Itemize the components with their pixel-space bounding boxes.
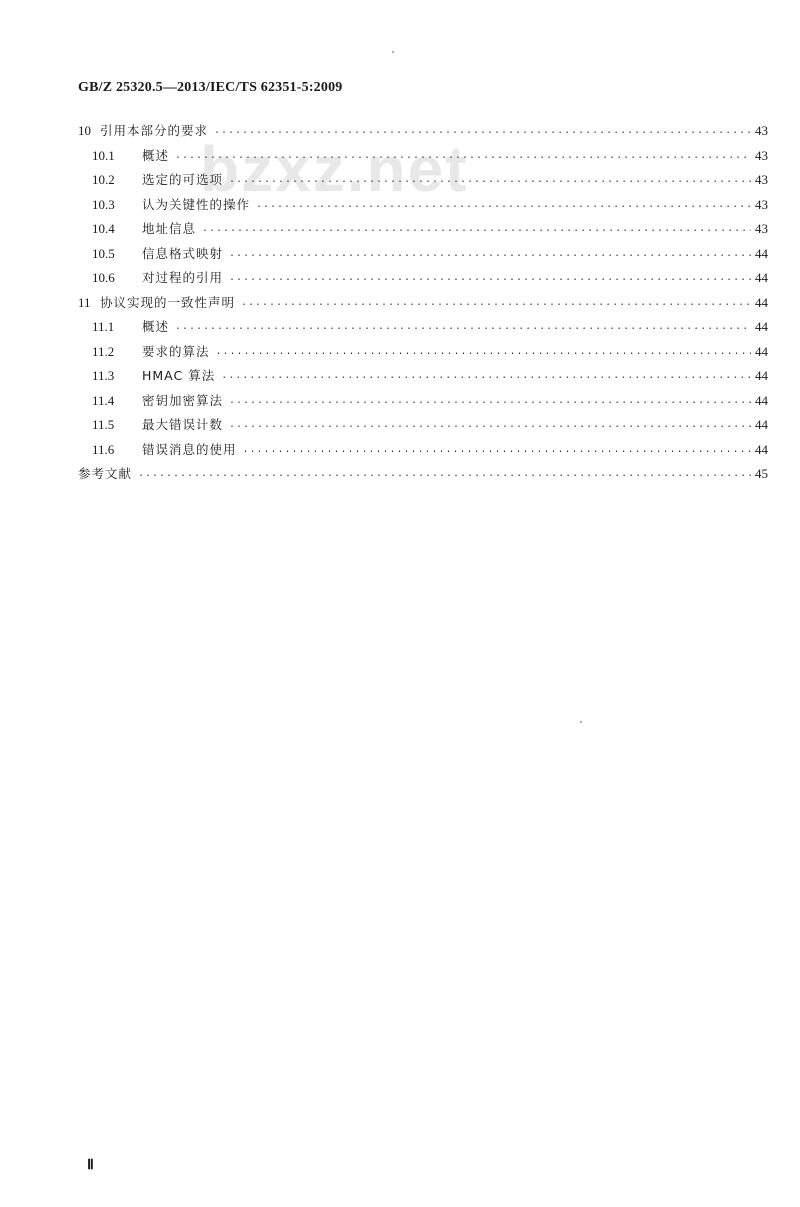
toc-entry-title: 协议实现的一致性声明: [100, 295, 236, 310]
toc-entry-page: 43: [755, 123, 768, 138]
toc-entry-title: 对过程的引用: [142, 270, 224, 285]
toc-entry: [92, 317, 768, 337]
toc-entry: [92, 219, 768, 239]
toc-entry-page: 43: [755, 172, 768, 187]
toc-leader-dots: [221, 369, 751, 386]
toc-entry: [92, 415, 768, 435]
toc-entry-number: 10.5: [92, 246, 115, 261]
toc-entry-page: 44: [755, 246, 768, 261]
toc-entry: [92, 244, 768, 264]
toc-entry-title: HMAC 算法: [142, 368, 216, 383]
toc-entry: [78, 464, 768, 484]
scan-speck: [392, 51, 394, 53]
toc-leader-dots: [216, 345, 751, 362]
toc-leader-dots: [202, 222, 751, 239]
toc-entry-title: 参考文献: [78, 466, 133, 481]
toc-entry-number: 11.3: [92, 368, 115, 383]
toc-entry: [92, 195, 768, 215]
toc-entry-title: 引用本部分的要求: [100, 123, 209, 138]
toc-entry-page: 44: [755, 270, 768, 285]
toc-entry-page: 45: [755, 466, 768, 481]
toc-entry-number: 10.4: [92, 221, 115, 236]
toc-entry-number: 11.2: [92, 344, 115, 359]
toc-entry-page: 44: [755, 393, 768, 408]
toc-entry: [78, 121, 768, 141]
toc-entry-number: 10.1: [92, 148, 115, 163]
toc-entry: [92, 170, 768, 190]
toc-entry: [92, 146, 768, 166]
toc-entry-title: 选定的可选项: [142, 172, 224, 187]
toc-entry: [78, 293, 768, 313]
toc-leader-dots: [241, 296, 751, 313]
toc-leader-dots: [229, 418, 751, 435]
toc-entry-page: 44: [755, 295, 768, 310]
toc-entry-page: 44: [755, 417, 768, 432]
toc-entry-number: 10.2: [92, 172, 115, 187]
toc-entry-number: 11.4: [92, 393, 115, 408]
toc-entry-page: 44: [755, 442, 768, 457]
toc-leader-dots: [175, 320, 751, 337]
toc-entry-title: 要求的算法: [142, 344, 210, 359]
toc-entry-title: 认为关键性的操作: [142, 197, 251, 212]
toc-entry-number: 11.6: [92, 442, 115, 457]
toc-leader-dots: [138, 467, 751, 484]
toc-entry: [92, 391, 768, 411]
toc-entry-page: 44: [755, 344, 768, 359]
toc-entry-title: 密钥加密算法: [142, 393, 224, 408]
toc-entry-title: 概述: [142, 319, 170, 334]
toc-entry-number: 10.3: [92, 197, 115, 212]
toc-entry-page: 43: [755, 221, 768, 236]
toc-entry-number: 11: [78, 295, 91, 310]
toc-leader-dots: [175, 149, 751, 166]
toc-leader-dots: [214, 124, 751, 141]
toc-entry-page: 44: [755, 319, 768, 334]
scan-speck: [580, 721, 582, 723]
toc-entry-title: 信息格式映射: [142, 246, 224, 261]
toc-leader-dots: [256, 198, 751, 215]
toc-entry-title: 错误消息的使用: [142, 442, 237, 457]
document-header: GB/Z 25320.5—2013/IEC/TS 62351-5:2009: [78, 80, 343, 95]
toc-entry-number: 11.5: [92, 417, 115, 432]
toc-entry: [92, 268, 768, 288]
toc-entry-number: 10: [78, 123, 91, 138]
toc-entry-title: 概述: [142, 148, 170, 163]
toc-leader-dots: [229, 173, 751, 190]
toc-leader-dots: [243, 443, 751, 460]
toc-entry-page: 43: [755, 197, 768, 212]
toc-entry-number: 11.1: [92, 319, 115, 334]
toc-leader-dots: [229, 247, 751, 264]
toc-entry: [92, 342, 768, 362]
toc-entry-title: 最大错误计数: [142, 417, 224, 432]
toc-entry-number: 10.6: [92, 270, 115, 285]
watermark: bzxz.net: [200, 133, 469, 205]
toc-entry: [92, 366, 768, 386]
toc-entry: [92, 440, 768, 460]
toc-entry-page: 43: [755, 148, 768, 163]
toc-entry-title: 地址信息: [142, 221, 197, 236]
toc-leader-dots: [229, 394, 751, 411]
page-number: Ⅱ: [87, 1158, 94, 1173]
toc-leader-dots: [229, 271, 751, 288]
toc-entry-page: 44: [755, 368, 768, 383]
